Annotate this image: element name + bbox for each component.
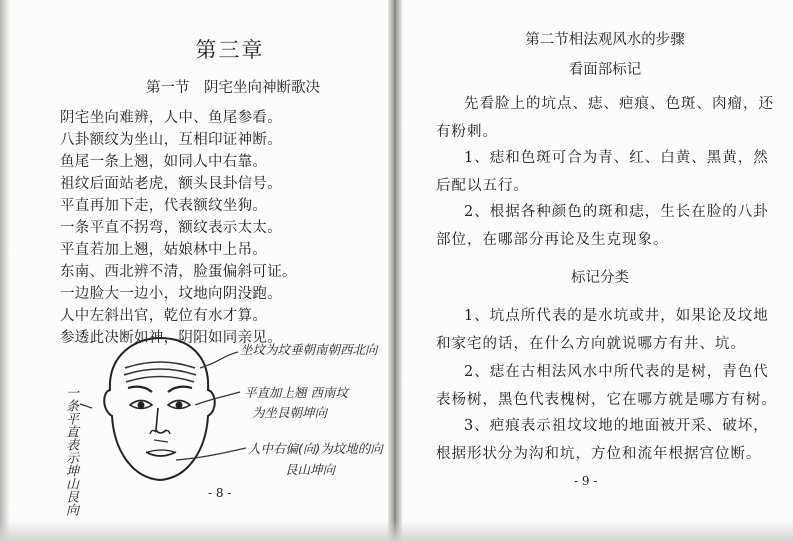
paragraph-line: 根据形状分为沟和坑，方位和流年根据宫位断。 (436, 446, 762, 462)
paragraph-line: 后配以五行。 (436, 178, 529, 194)
paragraph-line: 和家宅的话，在什么方向就说哪方有井、坑。 (436, 336, 746, 352)
paragraph-line: 3、疤痕表示祖坟坟地的地面被开采、破坏， (464, 418, 769, 434)
verse-line: 人中左斜出官，乾位有水才算。 (60, 308, 268, 324)
verse-line: 一边脸大一边小，坟地向阴没跑。 (60, 286, 282, 302)
eye-annotation-line1: 平直加上翘 西南坟 (244, 385, 348, 400)
verse-line: 阴宅坐向难辨，人中、鱼尾参看。 (60, 110, 282, 126)
mouth-annotation-line1: 人中右偏(向)为坟地的向 (248, 441, 383, 456)
vertical-annotation: 一条平直表示坤山艮向 (63, 386, 78, 516)
section-title: 第一节 阴宅坐向神断歌决 (146, 80, 320, 96)
paragraph-line: 有粉刺。 (436, 124, 498, 140)
verse-line: 鱼尾一条上翘，如同人中右靠。 (60, 154, 268, 170)
verse-line: 一条平直不拐弯，额纹表示太太。 (60, 220, 282, 236)
mouth-annotation-line2: 艮山坤向 (285, 462, 336, 477)
paragraph-line: 1、痣和色斑可合为青、红、白黄、黑黄，然 (464, 150, 769, 166)
page-edge-shadow (0, 0, 10, 542)
paragraph-line: 表杨树，黑色代表槐树，它在哪方就是哪方有树。 (436, 392, 777, 408)
paragraph-line: 1、坑点所代表的是水坑或井，如果论及坟地 (464, 308, 769, 324)
section-title: 第二节相法观风水的步骤 (525, 32, 685, 48)
right-page (400, 0, 793, 542)
verse-line: 参透此决断如神，阴阳如同亲见。 (60, 330, 282, 346)
paragraph-line: 2、根据各种颜色的斑和痣，生长在脸的八卦 (464, 204, 769, 220)
verse-line: 平直若加上翘，姑娘林中上吊。 (60, 242, 268, 258)
page-number: - 8 - (208, 486, 232, 500)
verse-line: 祖纹后面站老虎，额头艮卦信号。 (60, 176, 282, 192)
verse-line: 平直再加下走，代表额纹坐狗。 (60, 198, 268, 214)
verse-line: 东南、西北辨不清，脸蛋偏斜可证。 (60, 264, 297, 280)
chapter-title: 第三章 (195, 38, 265, 62)
forehead-annotation: 坐坟为坟垂朝南朝西北向 (240, 342, 378, 357)
classification-heading: 标记分类 (571, 270, 629, 286)
page-bottom-shadow (0, 520, 793, 542)
left-page (0, 0, 392, 542)
paragraph-line: 2、痣在古相法风水中所代表的是树，青色代 (464, 364, 769, 380)
paragraph-line: 部位，在哪部分再论及生克现象。 (436, 232, 669, 248)
page-number: - 9 - (574, 474, 598, 488)
eye-annotation-line2: 为坐艮朝坤向 (252, 405, 328, 420)
verse-line: 八卦额纹为坐山，互相印证神断。 (60, 132, 282, 148)
paragraph-line: 先看脸上的坑点、痣、疤痕、色斑、肉瘤，还 (464, 96, 774, 112)
subsection-title: 看面部标记 (568, 62, 642, 78)
